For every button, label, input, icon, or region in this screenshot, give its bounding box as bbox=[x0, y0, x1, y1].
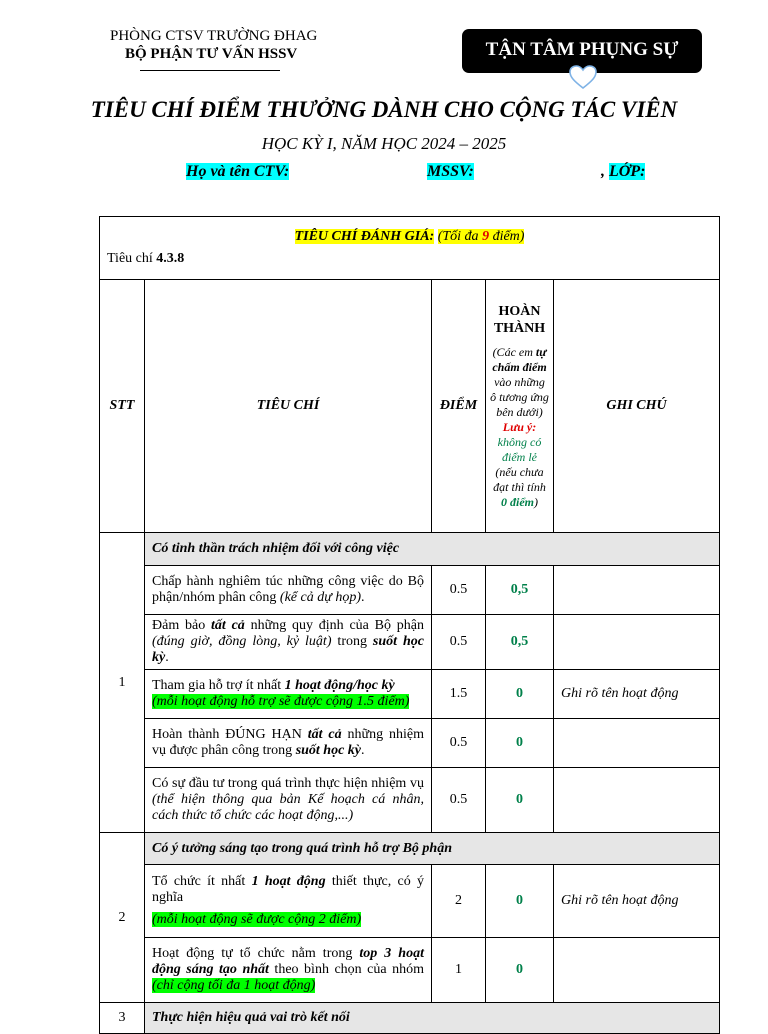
section-row bbox=[100, 533, 720, 566]
table-row bbox=[100, 670, 720, 719]
table-row bbox=[100, 768, 720, 833]
done-cell[interactable]: 0 bbox=[486, 768, 554, 833]
field-student-id: MSSV: bbox=[427, 163, 474, 180]
col-stt: STT bbox=[100, 280, 145, 533]
org-name: PHÒNG CTSV TRƯỜNG ĐHAG bbox=[110, 28, 318, 44]
table-row bbox=[100, 865, 720, 938]
table-row bbox=[100, 615, 720, 670]
criteria-text: Hoạt động tự tổ chức nằm trong top 3 hoạt động sáng tạo nhất theo bình chọn của nhóm (chỉ cộng tối đa 1 hoạt động) bbox=[145, 938, 432, 1003]
points-cell: 0.5 bbox=[432, 768, 486, 833]
eval-header: TIÊU CHÍ ĐÁNH GIÁ: (Tối đa 9 điểm) bbox=[294, 229, 525, 244]
stt-cell: 2 bbox=[100, 833, 145, 1003]
note-cell[interactable] bbox=[554, 938, 720, 1003]
header-underline bbox=[140, 70, 280, 71]
section-title: Thực hiện hiệu quả vai trò kết nối bbox=[145, 1003, 720, 1034]
criteria-text: Có sự đầu tư trong quá trình thực hiện nhiệm vụ (thể hiện thông qua bản Kế hoạch cá nhân, cách thức tổ chức các hoạt động,...) bbox=[145, 768, 432, 833]
field-student-name: Họ và tên CTV: bbox=[186, 163, 290, 180]
section-title: Có ý tưởng sáng tạo trong quá trình hỗ trợ Bộ phận bbox=[145, 833, 720, 865]
points-cell: 0.5 bbox=[432, 615, 486, 670]
points-cell: 2 bbox=[432, 865, 486, 938]
points-cell: 0.5 bbox=[432, 566, 486, 615]
done-cell[interactable]: 0,5 bbox=[486, 615, 554, 670]
page-title: TIÊU CHÍ ĐIỂM THƯỞNG DÀNH CHO CỘNG TÁC VIÊN bbox=[90, 97, 678, 122]
note-cell[interactable]: Ghi rõ tên hoạt động bbox=[554, 670, 720, 719]
note-cell[interactable] bbox=[554, 615, 720, 670]
section-row bbox=[100, 1003, 720, 1034]
col-criteria: TIÊU CHÍ bbox=[145, 280, 432, 533]
table-row bbox=[100, 938, 720, 1003]
section-title: Có tinh thần trách nhiệm đối với công việc bbox=[145, 533, 720, 566]
col-note: GHI CHÚ bbox=[554, 280, 720, 533]
done-cell[interactable]: 0 bbox=[486, 670, 554, 719]
col-points: ĐIỂM bbox=[432, 280, 486, 533]
motto-badge: TẬN TÂM PHỤNG SỰ bbox=[462, 29, 702, 73]
done-cell[interactable]: 0 bbox=[486, 719, 554, 768]
criteria-table bbox=[99, 216, 720, 1034]
section-row bbox=[100, 833, 720, 865]
criteria-text: Tham gia hỗ trợ ít nhất 1 hoạt động/học kỳ (mỗi hoạt động hỗ trợ sẽ được cộng 1.5 điểm) bbox=[145, 670, 432, 719]
criteria-text: Chấp hành nghiêm túc những công việc do Bộ phận/nhóm phân công (kể cả dự họp). bbox=[145, 566, 432, 615]
criteria-text: Tổ chức ít nhất 1 hoạt động thiết thực, có ý nghĩa (mỗi hoạt động sẽ được cộng 2 điểm) bbox=[145, 865, 432, 938]
note-cell[interactable]: Ghi rõ tên hoạt động bbox=[554, 865, 720, 938]
done-cell[interactable]: 0,5 bbox=[486, 566, 554, 615]
page-subtitle: HỌC KỲ I, NĂM HỌC 2024 – 2025 bbox=[261, 134, 507, 153]
criteria-text: Hoàn thành ĐÚNG HẠN tất cả những nhiệm vụ được phân công trong suốt học kỳ. bbox=[145, 719, 432, 768]
field-class: , LỚP: bbox=[601, 163, 646, 180]
note-cell[interactable] bbox=[554, 566, 720, 615]
stt-cell: 3 bbox=[100, 1003, 145, 1034]
points-cell: 1 bbox=[432, 938, 486, 1003]
note-cell[interactable] bbox=[554, 768, 720, 833]
done-cell[interactable]: 0 bbox=[486, 865, 554, 938]
column-header-row bbox=[100, 280, 720, 533]
table-row bbox=[100, 719, 720, 768]
col-done: HOÀN THÀNH (Các em tự chấm điểm vào những ô tương ứng bên dưới) Lưu ý: không có điểm lẻ (nếu chưa đạt thì tính 0 điểm) bbox=[486, 280, 554, 533]
done-cell[interactable]: 0 bbox=[486, 938, 554, 1003]
points-cell: 0.5 bbox=[432, 719, 486, 768]
criteria-code: Tiêu chí 4.3.8 bbox=[107, 251, 185, 266]
note-cell[interactable] bbox=[554, 719, 720, 768]
stt-cell: 1 bbox=[100, 533, 145, 833]
heart-icon bbox=[568, 64, 598, 90]
table-row bbox=[100, 566, 720, 615]
department-name: BỘ PHẬN TƯ VẤN HSSV bbox=[125, 46, 298, 62]
eval-header-row bbox=[100, 217, 720, 280]
criteria-text: Đảm bảo tất cả những quy định của Bộ phận (đúng giờ, đồng lòng, kỷ luật) trong suốt học kỳ. bbox=[145, 615, 432, 670]
points-cell: 1.5 bbox=[432, 670, 486, 719]
